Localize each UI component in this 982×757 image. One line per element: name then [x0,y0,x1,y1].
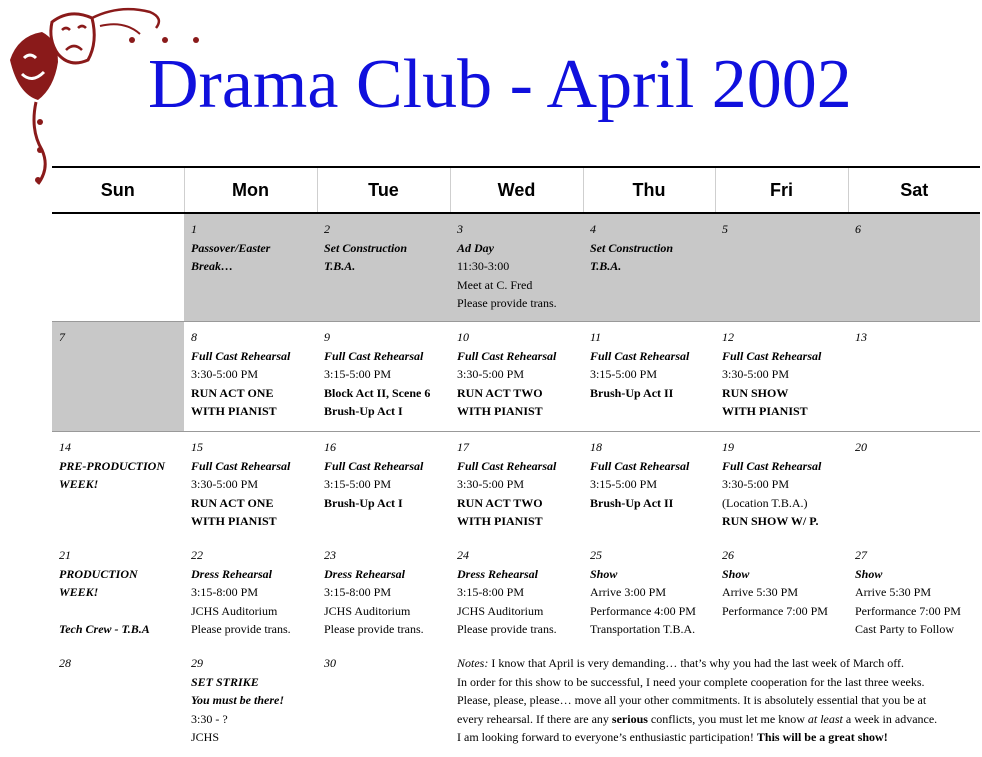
event-line: 3:30-5:00 PM [722,477,790,491]
event-line: 3:30-5:00 PM [457,367,525,381]
event-line: Set Construction [590,240,674,255]
event-line: RUN ACT TWO [457,495,543,510]
notes-line [457,654,977,673]
day-cell [450,322,583,432]
day-number: 17 [457,440,469,454]
day-cell [848,540,980,648]
day-cell [715,213,848,322]
event-line: SET STRIKE [191,674,259,689]
event-line: Please provide trans. [191,622,291,636]
event-line [59,602,181,621]
day-cell [317,648,450,756]
event-line: RUN SHOW [722,385,789,400]
notes-label: Notes: [457,656,489,670]
event-line: Arrive 3:00 PM [590,585,666,599]
event-line: Full Cast Rehearsal [324,348,424,363]
day-number: 11 [590,330,602,344]
notes-text: a week in advance. [842,711,938,726]
day-cell [317,432,450,541]
day-number: 10 [457,330,469,344]
day-cell [52,432,184,541]
day-cell [317,213,450,322]
event-line: RUN ACT ONE [191,385,274,400]
notes-line: Please, please, please… move all your other commitments. It is absolutely essential that you be at [457,693,927,707]
day-number: 24 [457,548,469,562]
day-cell [450,432,583,541]
event-line: Meet at C. Fred [457,277,533,292]
day-number: 4 [590,222,596,236]
event-line: RUN SHOW W/ P. [722,514,819,528]
weekday-header-sun: Sun [52,167,184,213]
weekday-header-mon: Mon [184,167,317,213]
day-cell [52,540,184,648]
event-line: Full Cast Rehearsal [590,458,690,473]
day-number: 3 [457,222,463,236]
event-line: Performance 7:00 PM [855,603,961,618]
week-row [52,432,980,541]
day-number: 12 [722,330,734,344]
event-line: Brush-Up Act I [324,495,403,510]
weekday-header-row [52,167,980,213]
calendar-table [52,166,980,756]
day-number: 2 [324,222,330,236]
day-cell [184,322,317,432]
day-number: 27 [855,548,867,562]
day-cell [583,322,715,432]
event-line: WITH PIANIST [722,404,808,418]
notes-text: I am looking forward to everyone’s enthusiastic participation! [457,730,757,744]
event-line: Brush-Up Act II [590,385,674,400]
week-row [52,540,980,648]
weekday-header-tue: Tue [317,167,450,213]
day-number: 26 [722,548,734,562]
notes-cell [450,648,980,756]
day-cell [317,540,450,648]
event-line: 3:30-5:00 PM [191,477,259,491]
day-cell [317,322,450,432]
day-cell [715,322,848,432]
day-cell [715,540,848,648]
day-number: 5 [722,222,728,236]
event-line: Full Cast Rehearsal [722,458,822,473]
day-cell [848,213,980,322]
day-cell [184,540,317,648]
day-cell [184,432,317,541]
event-line: Brush-Up Act II [590,495,674,510]
day-cell [583,540,715,648]
event-line: Please provide trans. [457,622,557,636]
weekday-header-thu: Thu [583,167,715,213]
event-line: Show [590,566,618,581]
page-title: Drama Club - April 2002 [148,46,852,123]
event-line: Please provide trans. [324,622,424,636]
event-line: 3:15-5:00 PM [324,477,392,491]
event-line: WITH PIANIST [191,514,277,528]
event-line: Performance 4:00 PM [590,603,696,618]
event-line: Dress Rehearsal [457,566,539,581]
day-cell [583,432,715,541]
event-line: RUN ACT ONE [191,495,274,510]
event-line: PRODUCTION [59,566,138,581]
week-row [52,322,980,432]
day-number: 28 [59,656,71,670]
day-cell [184,213,317,322]
day-number: 18 [590,440,602,454]
event-line: 3:15-5:00 PM [324,367,392,381]
event-line: RUN ACT TWO [457,385,543,400]
event-line: JCHS Auditorium [457,603,544,618]
event-line: Break… [191,259,233,273]
event-line: 3:30 - ? [191,711,228,726]
day-cell [848,322,980,432]
event-line: Full Cast Rehearsal [457,458,557,473]
day-number: 25 [590,548,602,562]
event-line: Full Cast Rehearsal [191,458,291,473]
notes-emphasis: This will be a great show! [756,730,888,744]
event-line: 11:30-3:00 [457,259,510,273]
notes-text: I know that April is very demanding… that’s why you had the last week of March off. [488,656,905,670]
event-line: Please provide trans. [457,296,557,310]
day-number: 1 [191,222,197,236]
event-line: (Location T.B.A.) [722,495,808,510]
event-line: Show [855,566,883,581]
event-line: Set Construction [324,240,408,255]
day-number: 30 [324,656,336,670]
event-line: 3:15-8:00 PM [191,585,259,599]
notes-line: In order for this show to be successful, I need your complete cooperation for the last three weeks. [457,674,925,689]
theater-masks-icon [10,14,94,100]
day-cell [52,648,184,756]
event-line: You must be there! [191,693,285,707]
event-line: Performance 7:00 PM [722,603,828,618]
day-number: 22 [191,548,203,562]
event-line: WEEK! [59,477,99,491]
event-line: Brush-Up Act I [324,404,403,418]
week-row [52,648,980,756]
event-line: Full Cast Rehearsal [590,348,690,363]
event-line: JCHS Auditorium [324,603,411,618]
event-line: Dress Rehearsal [324,566,406,581]
event-line: 3:15-8:00 PM [457,585,525,599]
notes-line [457,728,977,747]
event-line: Ad Day [457,240,494,255]
day-cell [450,540,583,648]
event-line: Full Cast Rehearsal [722,348,822,363]
event-line: Arrive 5:30 PM [855,585,931,599]
notes-line [457,710,977,729]
day-number: 9 [324,330,330,344]
event-line: Passover/Easter [191,240,271,255]
event-line: JCHS [191,730,220,744]
day-number: 21 [59,548,71,562]
event-line: WEEK! [59,585,99,599]
day-cell [184,648,317,756]
event-line: Show [722,566,750,581]
day-number: 8 [191,330,197,344]
weekday-header-fri: Fri [715,167,848,213]
notes-text: conflicts, you must let me know [647,711,808,726]
event-line: JCHS Auditorium [191,603,278,618]
event-line: WITH PIANIST [457,404,543,418]
day-number: 14 [59,440,71,454]
day-number: 23 [324,548,336,562]
day-number: 29 [191,656,203,670]
day-cell [52,213,184,322]
event-line: 3:15-8:00 PM [324,585,392,599]
event-line: WITH PIANIST [457,514,543,528]
event-line: 3:15-5:00 PM [590,477,658,491]
day-cell [848,432,980,541]
day-number: 15 [191,440,203,454]
event-line: T.B.A. [324,259,356,273]
week-row [52,213,980,322]
event-line: Cast Party to Follow [855,622,955,636]
event-line: 3:30-5:00 PM [191,367,259,381]
event-line: 3:30-5:00 PM [722,367,790,381]
weekday-header-sat: Sat [848,167,980,213]
notes-text: every rehearsal. If there are any [457,711,612,726]
day-number: 20 [855,440,867,454]
event-line: T.B.A. [590,259,622,273]
day-cell [715,432,848,541]
event-line: 3:15-5:00 PM [590,367,658,381]
day-cell [583,213,715,322]
day-number: 6 [855,222,861,236]
event-line: Block Act II, Scene 6 [324,385,431,400]
event-line: Full Cast Rehearsal [324,458,424,473]
day-number: 13 [855,330,867,344]
event-line: WITH PIANIST [191,404,277,418]
notes-emphasis: serious [611,711,648,726]
event-line: Dress Rehearsal [191,566,273,581]
day-number: 16 [324,440,336,454]
day-number: 7 [59,330,65,344]
notes-emphasis: at least [807,711,843,726]
event-line: Arrive 5:30 PM [722,585,798,599]
event-line: PRE-PRODUCTION [59,458,166,473]
event-line: 3:30-5:00 PM [457,477,525,491]
day-cell [52,322,184,432]
event-line: Full Cast Rehearsal [191,348,291,363]
event-line: Tech Crew - T.B.A [59,622,150,636]
weekday-header-wed: Wed [450,167,583,213]
event-line: Transportation T.B.A. [590,622,696,636]
day-number: 19 [722,440,734,454]
event-line: Full Cast Rehearsal [457,348,557,363]
day-cell [450,213,583,322]
